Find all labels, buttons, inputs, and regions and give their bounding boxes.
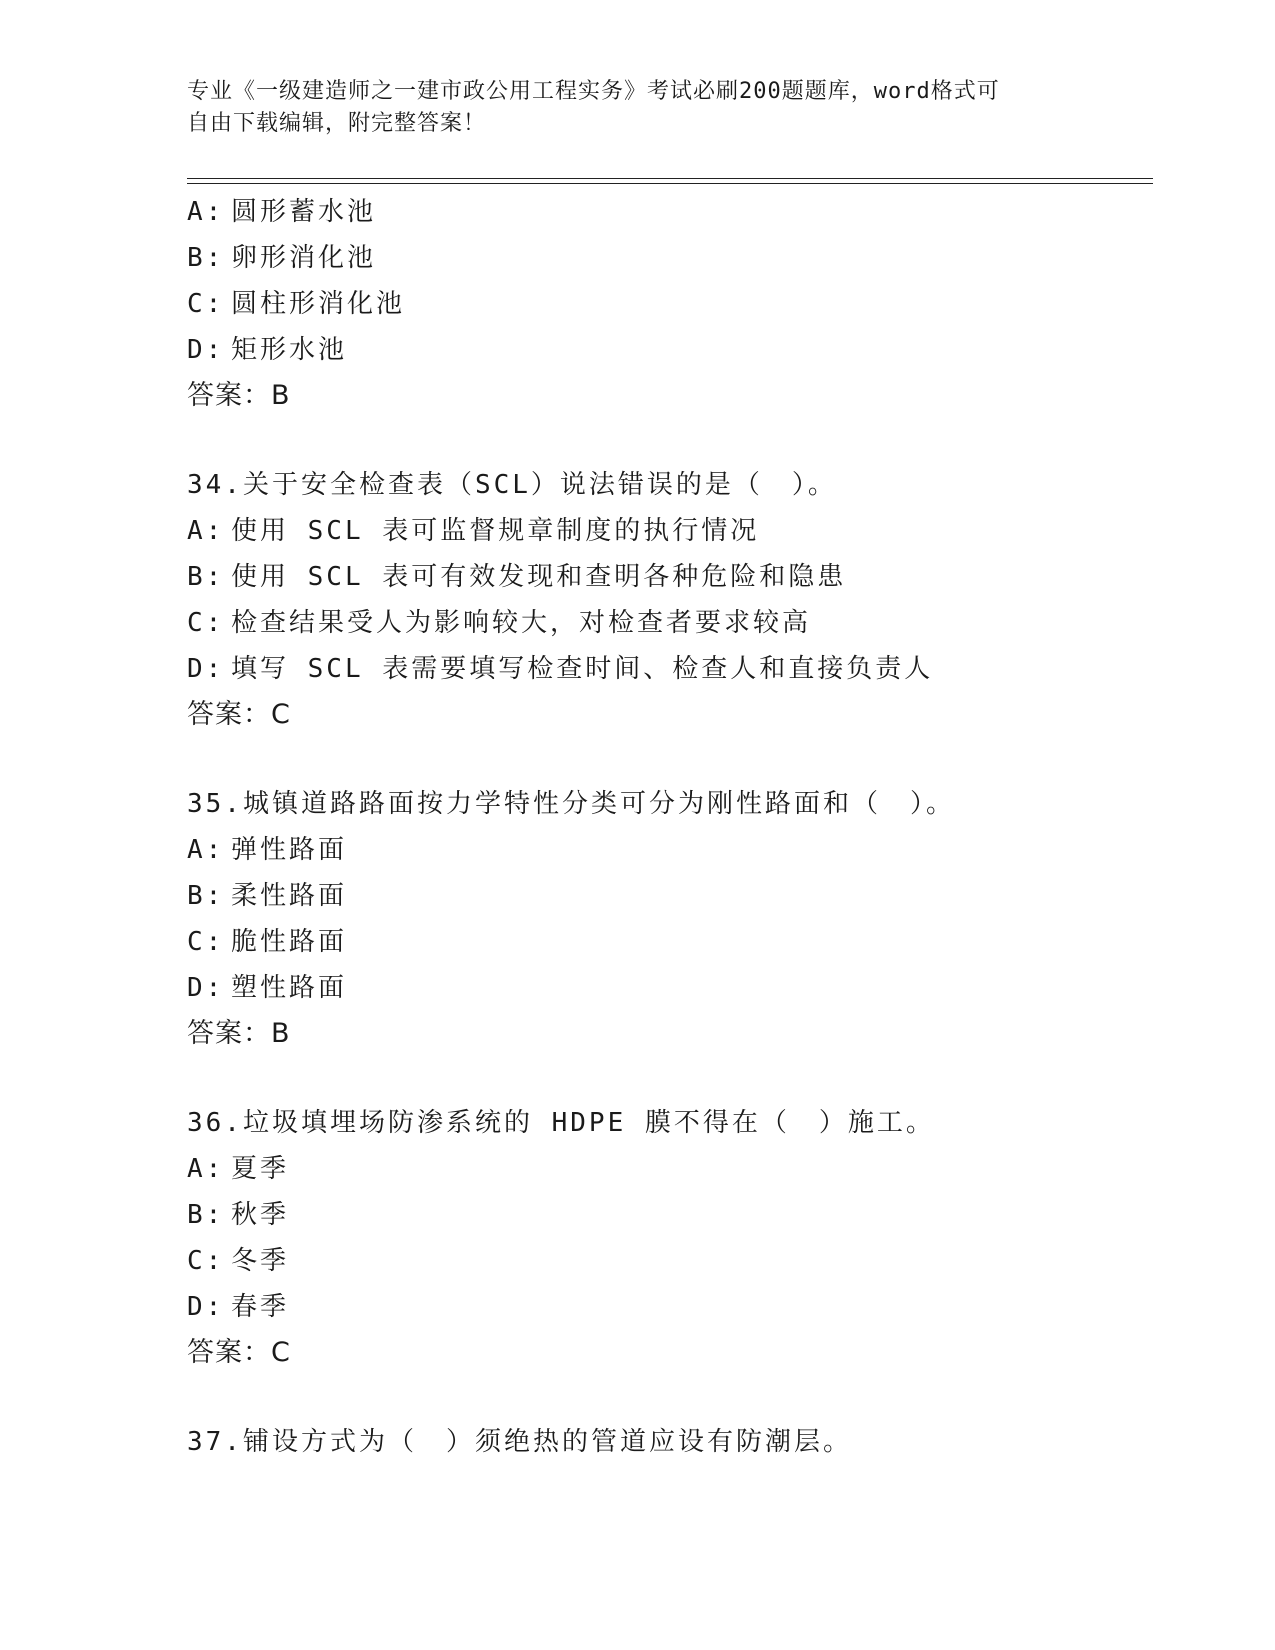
option-text: 塑性路面	[231, 973, 348, 1003]
question-stem: 35.城镇道路路面按力学特性分类可分为刚性路面和（ ）。	[187, 789, 955, 819]
option-letter: B:	[187, 562, 225, 592]
option-d	[187, 1284, 1147, 1330]
option-text: 矩形水池	[231, 335, 348, 365]
option-letter: B:	[187, 1200, 225, 1230]
answer-line: 答案：C	[187, 699, 291, 730]
option-letter: D:	[187, 335, 225, 365]
answer-line: 答案：B	[187, 1018, 291, 1049]
question-stem: 36.垃圾填埋场防渗系统的 HDPE 膜不得在（ ）施工。	[187, 1108, 935, 1138]
answer-line: 答案：B	[187, 380, 291, 411]
option-text: 秋季	[231, 1200, 290, 1230]
option-letter: C:	[187, 608, 225, 638]
option-letter: B:	[187, 881, 225, 911]
question-block-37	[187, 1419, 1147, 1465]
option-letter: D:	[187, 654, 225, 684]
option-text: 春季	[231, 1292, 290, 1322]
option-text: 脆性路面	[231, 927, 348, 957]
option-text: 圆柱形消化池	[231, 289, 406, 319]
option-text: 卵形消化池	[231, 243, 377, 273]
option-text: 冬季	[231, 1246, 290, 1276]
option-a	[187, 508, 1147, 554]
option-letter: C:	[187, 1246, 225, 1276]
question-block-35	[187, 781, 1147, 1057]
option-letter: A:	[187, 197, 225, 227]
option-d	[187, 646, 1147, 692]
question-block-33	[187, 189, 1147, 419]
option-text: 使用 SCL 表可监督规章制度的执行情况	[231, 516, 760, 546]
question-stem: 37.铺设方式为（ ）须绝热的管道应设有防潮层。	[187, 1427, 852, 1457]
option-c	[187, 281, 1147, 327]
question-block-34	[187, 462, 1147, 738]
option-d	[187, 965, 1147, 1011]
option-text: 夏季	[231, 1154, 290, 1184]
header-line-1: 专业《一级建造师之一建市政公用工程实务》考试必刷200题题库，word格式可	[187, 79, 1000, 104]
option-c	[187, 919, 1147, 965]
option-text: 圆形蓄水池	[231, 197, 377, 227]
spacer	[187, 419, 1147, 462]
option-letter: D:	[187, 973, 225, 1003]
option-b	[187, 873, 1147, 919]
option-a	[187, 827, 1147, 873]
option-b	[187, 235, 1147, 281]
option-text: 弹性路面	[231, 835, 348, 865]
option-b	[187, 554, 1147, 600]
option-text: 柔性路面	[231, 881, 348, 911]
option-d	[187, 327, 1147, 373]
option-text: 使用 SCL 表可有效发现和查明各种危险和隐患	[231, 562, 847, 592]
spacer	[187, 738, 1147, 781]
option-a	[187, 189, 1147, 235]
option-c	[187, 1238, 1147, 1284]
option-letter: A:	[187, 516, 225, 546]
header-rule-top	[187, 178, 1153, 179]
option-letter: A:	[187, 1154, 225, 1184]
header-line-2: 自由下载编辑，附完整答案！	[187, 111, 487, 136]
question-block-36	[187, 1100, 1147, 1376]
option-b	[187, 1192, 1147, 1238]
question-content	[187, 189, 1147, 1465]
spacer	[187, 1057, 1147, 1100]
option-letter: C:	[187, 927, 225, 957]
option-text: 检查结果受人为影响较大，对检查者要求较高	[231, 608, 812, 638]
option-letter: C:	[187, 289, 225, 319]
option-letter: D:	[187, 1292, 225, 1322]
option-text: 填写 SCL 表需要填写检查时间、检查人和直接负责人	[231, 654, 934, 684]
header-rule-bottom	[187, 183, 1153, 184]
document-header	[187, 76, 1087, 140]
question-stem: 34.关于安全检查表（SCL）说法错误的是（ ）。	[187, 470, 837, 500]
option-c	[187, 600, 1147, 646]
option-letter: A:	[187, 835, 225, 865]
option-a	[187, 1146, 1147, 1192]
spacer	[187, 1376, 1147, 1419]
answer-line: 答案：C	[187, 1337, 291, 1368]
option-letter: B:	[187, 243, 225, 273]
